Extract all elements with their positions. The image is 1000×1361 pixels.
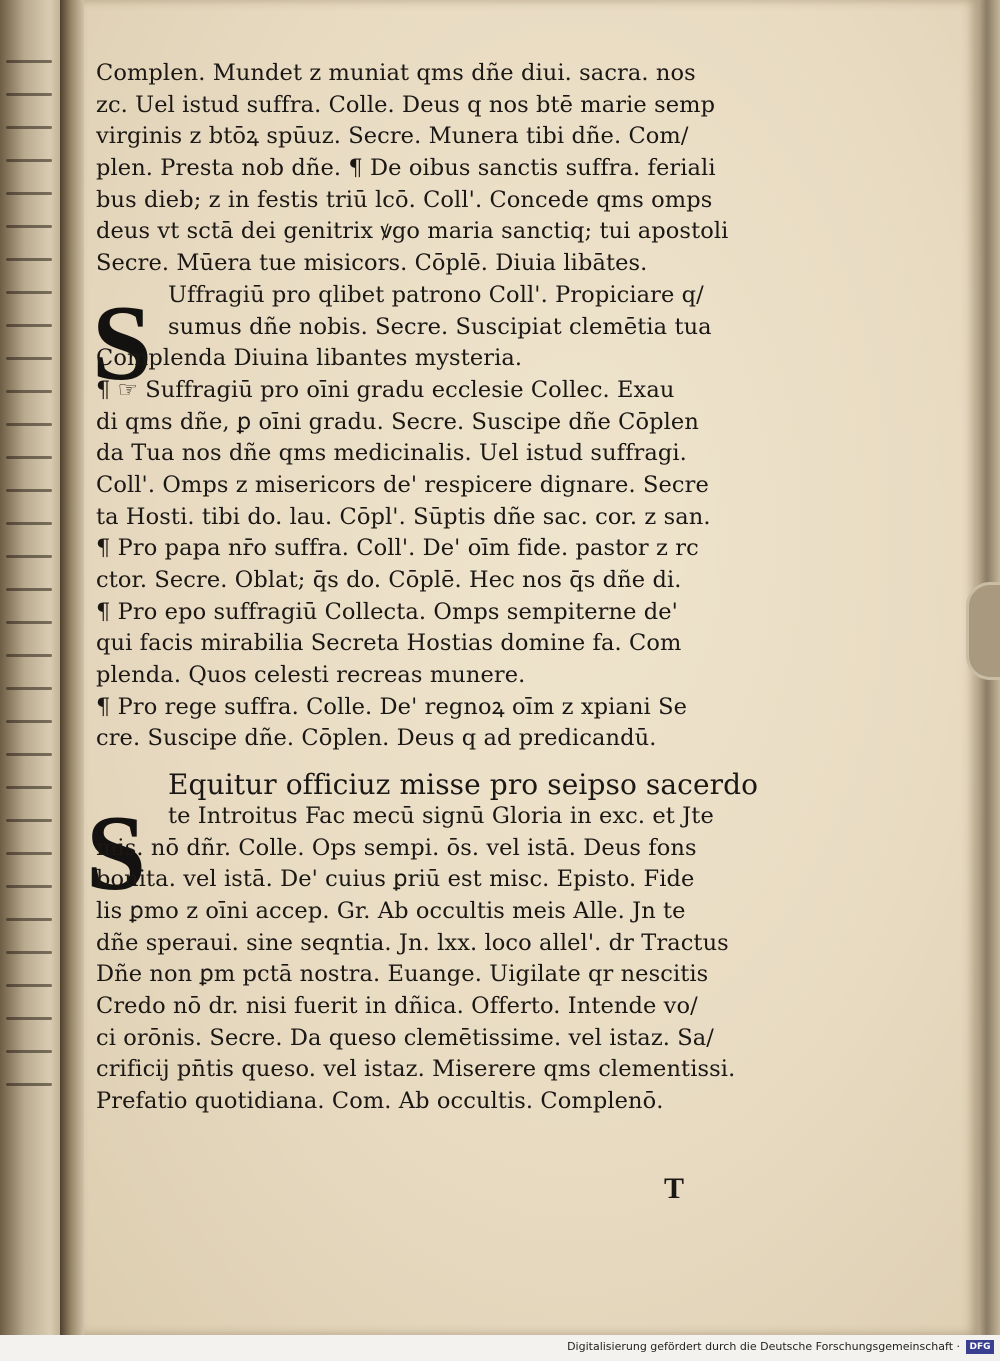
dfg-logo: DFG	[966, 1340, 994, 1354]
text-line: Equitur officiuz misse pro seipso sacerdo	[168, 769, 759, 801]
text-line: plen. Presta nob dñe. ¶ De oibus sanctis suffra. feriali	[96, 155, 716, 182]
text-line: Complenda Diuina libantes mysteria.	[96, 345, 523, 372]
text-line: ¶ ☞ Suffragiū pro oīni gradu ecclesie Collec. Exau	[96, 376, 675, 403]
text-line: Prefatio quotidiana. Com. Ab occultis. Complenō.	[96, 1088, 664, 1114]
text-line: dñe speraui. sine seqntia. Jn. lxx. loco allel'. dr Tractus	[96, 929, 729, 956]
decorated-initial: S	[86, 794, 147, 913]
decorated-initial: S	[92, 284, 153, 403]
text-line: Credo nō dr. nisi fuerit in dñica. Offerto. Intende vo/	[96, 992, 698, 1019]
text-line: bonita. vel istā. De' cuius ꝑriū est misc. Episto. Fide	[96, 866, 695, 893]
text-line: Coll'. Omps z misericors de' respicere dignare. Secre	[96, 471, 709, 498]
catchword: T	[664, 1172, 685, 1205]
facing-page-edge	[0, 0, 62, 1335]
footer-bar	[0, 1335, 1000, 1361]
text-line: Complen. Mundet z muniat qms dñe diui. sacra. nos	[96, 60, 696, 86]
text-line: deus vt sctā dei genitrix ꝟgo maria sanctiq; tui apostoli	[96, 218, 729, 245]
text-line: virginis z btōꝝ spūuz. Secre. Munera tibi dñe. Com/	[96, 123, 689, 150]
text-line: ta Hosti. tibi do. lau. Cōpl'. Sūptis dñe sac. cor. z san.	[96, 503, 711, 530]
text-line: plenda. Quos celesti recreas munere.	[96, 662, 526, 689]
text-line: da Tua nos dñe qms medicinalis. Uel istud suffragi.	[96, 440, 687, 467]
page-clasp-tab	[966, 582, 1000, 680]
text-line: zc. Uel istud suffra. Colle. Deus q nos btē marie semp	[96, 91, 716, 118]
footer-credit: Digitalisierung gefördert durch die Deutsche Forschungsgemeinschaft ·	[567, 1340, 960, 1353]
text-line: bus dieb; z in festis triū lcō. Coll'. Concede qms omps	[96, 186, 713, 213]
text-line: lis ꝑmo z oīni accep. Gr. Ab occultis meis Alle. Jn te	[96, 897, 686, 924]
text-line: te Introitus Fac mecū signū Gloria in exc. et Jte	[168, 802, 714, 829]
text-line: Secre. Mūera tue misicors. Cōplē. Diuia libātes.	[96, 250, 648, 277]
text-line: ¶ Pro rege suffra. Colle. De' regnoꝝ oīm z xpiani Se	[96, 693, 688, 720]
text-line: cre. Suscipe dñe. Cōplen. Deus q ad predicandū.	[96, 725, 657, 752]
text-block	[96, 58, 836, 1118]
text-line: mis. nō dñr. Colle. Ops sempi. ōs. vel istā. Deus fons	[96, 834, 697, 861]
text-line: Uffragiū pro qlibet patrono Coll'. Propiciare q/	[168, 281, 704, 308]
text-line: ¶ Pro epo suffragiū Collecta. Omps sempiterne de'	[96, 598, 678, 625]
text-line: ¶ Pro papa nr̄o suffra. Coll'. De' oīm fide. pastor z rc	[96, 535, 699, 562]
facing-page-lines	[6, 60, 52, 1160]
text-line: qui facis mirabilia Secreta Hostias domine fa. Com	[96, 630, 682, 657]
text-line: ci orōnis. Secre. Da queso clemētissime. vel istaz. Sa/	[96, 1024, 714, 1051]
text-line: di qms dñe, ꝑ oīni gradu. Secre. Suscipe dñe Cōplen	[96, 408, 699, 435]
book-gutter	[60, 0, 86, 1335]
text-line: ctor. Secre. Oblat; q̄s do. Cōplē. Hec nos q̄s dñe di.	[96, 567, 682, 593]
text-line: sumus dñe nobis. Secre. Suscipiat clemētia tua	[168, 313, 712, 340]
text-line: Dñe non ꝑm pctā nostra. Euange. Uigilate qr nescitis	[96, 961, 709, 988]
text-line: crificij pn̄tis queso. vel istaz. Miserere qms clementissi.	[96, 1056, 736, 1083]
